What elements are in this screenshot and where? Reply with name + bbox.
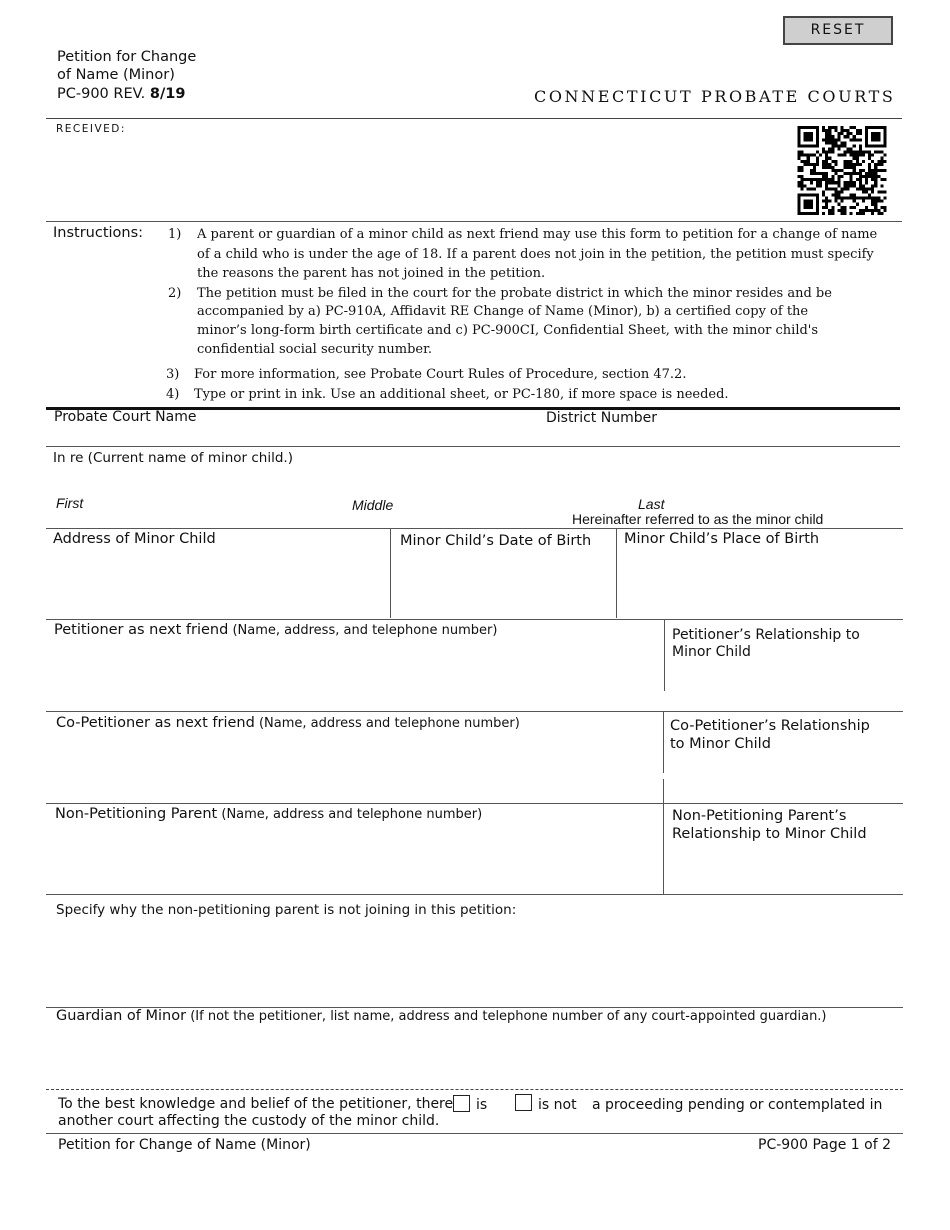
- copetitioner-divider: [46, 803, 903, 804]
- copetitioner-relationship-label-1: Co-Petitioner’s Relationship: [670, 718, 870, 734]
- copetitioner-label-text: Co-Petitioner as next friend: [56, 715, 255, 731]
- custody-statement-line1: To the best knowledge and belief of the petitioner, there: [58, 1096, 454, 1112]
- minor-dob-field[interactable]: [394, 554, 612, 616]
- guardian-label: [56, 1008, 827, 1024]
- instruction-3-line: For more information, see Probate Court Rules of Procedure, section 47.2.: [194, 367, 687, 382]
- form-title-line2: of Name (Minor): [57, 67, 175, 83]
- instruction-1-line: A parent or guardian of a minor child as next friend may use this form to petition for a change of name: [197, 227, 878, 242]
- first-name-label: First: [56, 495, 84, 511]
- instruction-4-line: Type or print in ink. Use an additional sheet, or PC-180, if more space is needed.: [194, 387, 729, 402]
- nonpetitioning-divider: [46, 894, 903, 895]
- instructions-heading: Instructions:: [53, 225, 144, 241]
- column-divider: [663, 711, 664, 773]
- guardian-divider: [46, 1089, 903, 1090]
- district-number-label: District Number: [546, 410, 657, 426]
- column-divider: [664, 619, 665, 691]
- instruction-2-number: 2): [168, 286, 182, 301]
- last-name-label: Last: [638, 496, 665, 512]
- footer-form-name: Petition for Change of Name (Minor): [58, 1137, 311, 1153]
- probate-court-name-field[interactable]: [46, 426, 536, 446]
- nonpetitioning-hint: (Name, address and telephone number): [217, 807, 483, 822]
- petitioner-label: [54, 622, 497, 638]
- instruction-2-line: The petition must be filed in the court for the probate district in which the minor resides and be: [197, 286, 832, 301]
- middle-name-label: Middle: [352, 497, 394, 513]
- instruction-1-number: 1): [168, 227, 182, 242]
- nonpetitioning-label: [55, 806, 482, 822]
- header-divider: [46, 118, 902, 119]
- footer-page-number: PC-900 Page 1 of 2: [758, 1137, 891, 1153]
- copetitioner-field[interactable]: [48, 735, 658, 800]
- court-system-title: CONNECTICUT PROBATE COURTS: [534, 87, 896, 106]
- minor-dob-label: Minor Child’s Date of Birth: [400, 533, 592, 549]
- form-number-prefix: PC-900 REV.: [57, 86, 150, 102]
- column-divider: [616, 528, 617, 618]
- copetitioner-relationship-field[interactable]: [668, 756, 900, 800]
- guardian-hint: (If not the petitioner, list name, address and telephone number of any court-appointed guardian.): [186, 1009, 827, 1024]
- copetitioner-hint: (Name, address and telephone number): [254, 716, 520, 731]
- received-divider: [46, 221, 902, 222]
- qr-code-icon: [797, 126, 887, 215]
- instruction-2-line: confidential social security number.: [197, 342, 433, 357]
- column-divider: [390, 528, 391, 618]
- minor-address-label: Address of Minor Child: [53, 531, 216, 547]
- petitioner-relationship-field[interactable]: [668, 664, 900, 708]
- nonpetitioning-relationship-label-1: Non-Petitioning Parent’s: [672, 808, 847, 824]
- form-title-line1: Petition for Change: [57, 49, 197, 65]
- custody-divider: [46, 1133, 903, 1134]
- custody-statement-tail: a proceeding pending or contemplated in: [592, 1097, 883, 1113]
- first-name-field[interactable]: [50, 470, 340, 494]
- petitioner-divider: [46, 711, 903, 712]
- received-label: RECEIVED:: [56, 123, 126, 135]
- court-divider: [46, 446, 900, 447]
- minor-pob-field[interactable]: [620, 552, 900, 616]
- custody-is-label: is: [476, 1097, 488, 1113]
- specify-why-label: Specify why the non-petitioning parent is not joining in this petition:: [56, 902, 517, 918]
- middle-name-field[interactable]: [350, 470, 630, 494]
- hereinafter-note: Hereinafter referred to as the minor child: [572, 511, 824, 527]
- instruction-3-number: 3): [166, 367, 180, 382]
- petitioner-relationship-label-1: Petitioner’s Relationship to: [672, 627, 860, 643]
- custody-statement-line2: another court affecting the custody of the minor child.: [58, 1113, 440, 1129]
- column-divider: [663, 803, 664, 895]
- minor-address-field[interactable]: [48, 552, 386, 616]
- copetitioner-label: [56, 715, 520, 731]
- custody-is-not-checkbox[interactable]: [515, 1094, 532, 1111]
- petitioner-relationship-label-2: Minor Child: [672, 644, 751, 660]
- column-divider: [663, 779, 664, 803]
- instruction-2-line: accompanied by a) PC-910A, Affidavit RE Change of Name (Minor), b) a certified copy of the: [197, 304, 809, 319]
- district-number-field[interactable]: [545, 426, 900, 446]
- minor-divider: [46, 619, 903, 620]
- instruction-1-line: the reasons the parent has not joined in the petition.: [197, 266, 546, 281]
- instruction-1-line: of a child who is under the age of 18. If a parent does not join in the petition, the petition must specify: [197, 246, 874, 262]
- nonpetitioning-field[interactable]: [48, 826, 658, 892]
- reset-button[interactable]: RESET: [783, 16, 893, 45]
- custody-is-checkbox[interactable]: [453, 1095, 470, 1112]
- petitioner-field[interactable]: [48, 642, 658, 708]
- petitioner-hint: (Name, address, and telephone number): [228, 623, 498, 638]
- specify-why-field[interactable]: [50, 922, 900, 1004]
- probate-court-name-label: Probate Court Name: [54, 409, 197, 425]
- in-re-divider: [46, 528, 903, 529]
- instruction-2-line: minor’s long-form birth certificate and c) PC-900CI, Confidential Sheet, with the minor child's: [197, 323, 819, 338]
- nonpetitioning-relationship-field[interactable]: [668, 848, 900, 892]
- petitioner-label-text: Petitioner as next friend: [54, 622, 229, 638]
- in-re-label: In re (Current name of minor child.): [53, 450, 293, 466]
- instruction-4-number: 4): [166, 387, 180, 402]
- minor-pob-label: Minor Child’s Place of Birth: [624, 531, 820, 547]
- nonpetitioning-relationship-label-2: Relationship to Minor Child: [672, 826, 867, 842]
- nonpetitioning-label-text: Non-Petitioning Parent: [55, 806, 218, 822]
- copetitioner-relationship-label-2: to Minor Child: [670, 736, 771, 752]
- guardian-field[interactable]: [50, 1028, 900, 1086]
- form-revision: 8/19: [149, 86, 186, 102]
- custody-is-not-label: is not: [538, 1097, 577, 1113]
- last-name-field[interactable]: [636, 470, 896, 494]
- form-number: [57, 86, 185, 102]
- guardian-label-text: Guardian of Minor: [56, 1008, 187, 1024]
